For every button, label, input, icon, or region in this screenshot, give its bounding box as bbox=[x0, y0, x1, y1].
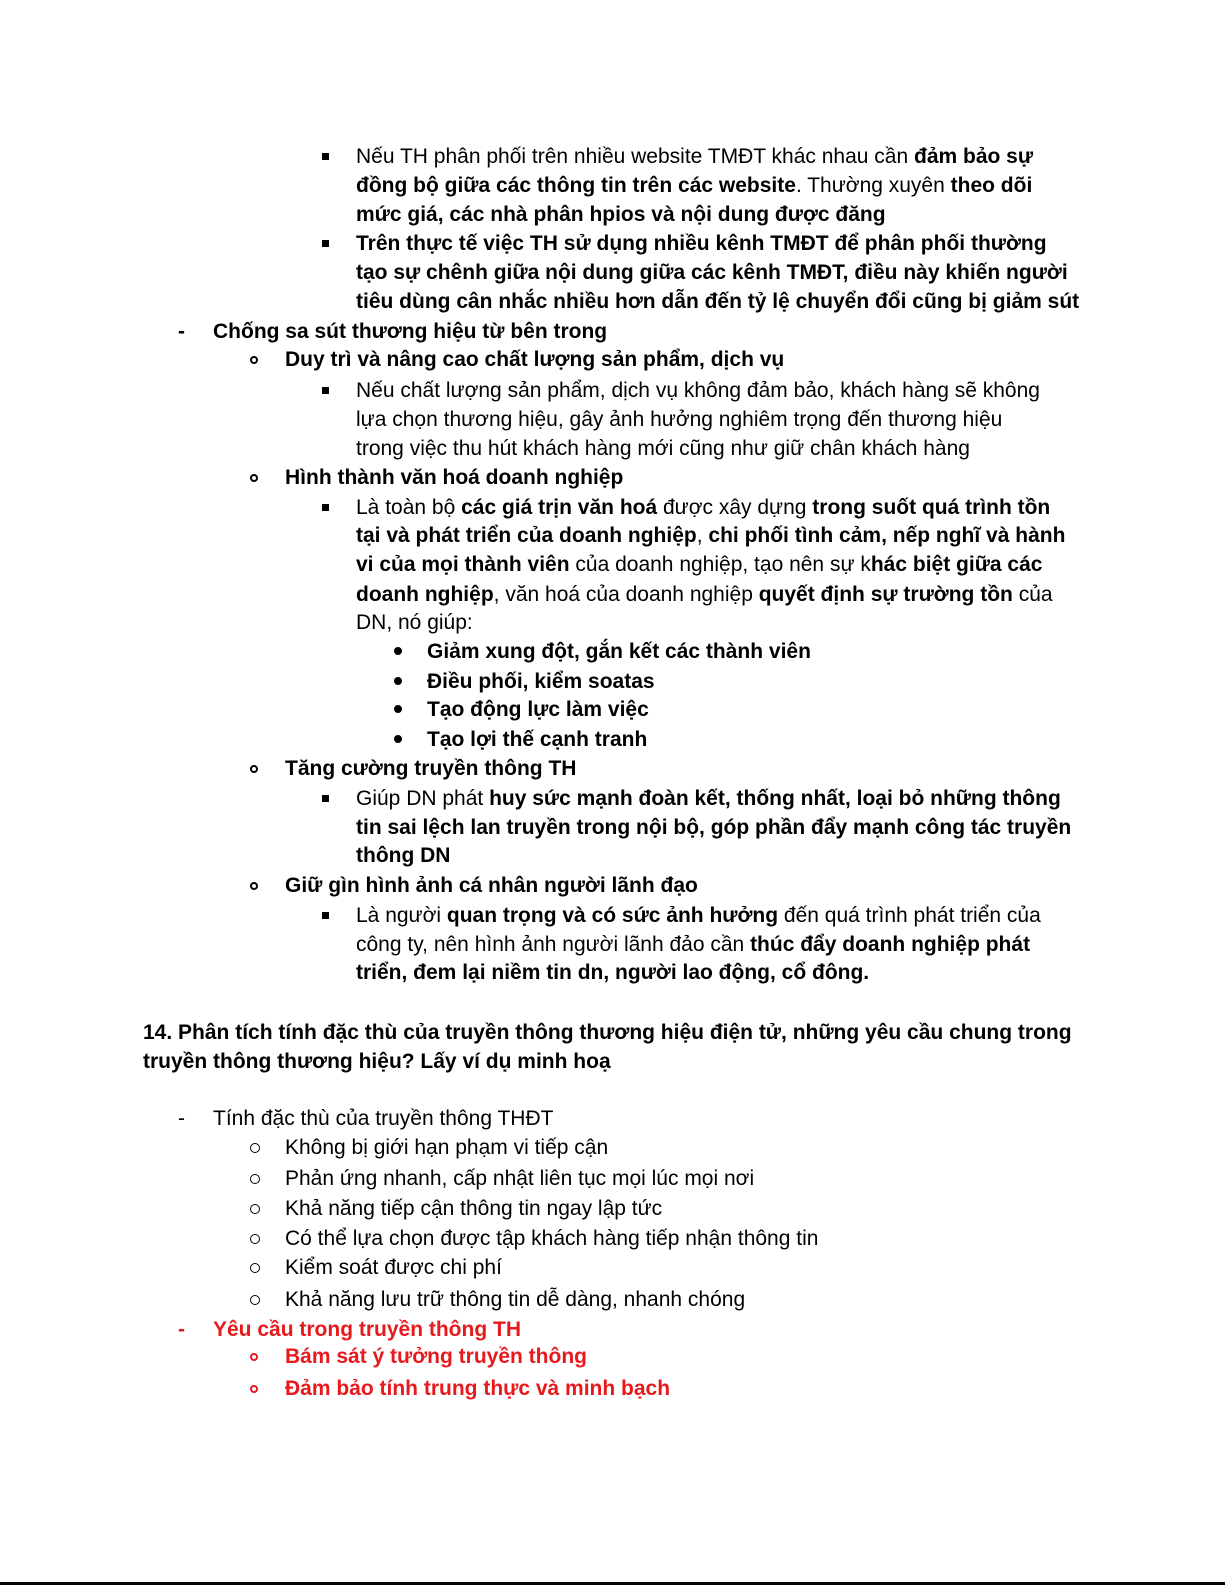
square-bullet-icon bbox=[322, 496, 329, 520]
circle-bullet-icon bbox=[250, 1167, 260, 1191]
text-line: thông DN bbox=[356, 844, 451, 867]
text-line: lựa chọn thương hiệu, gây ảnh hưởng nghiêm trọng đến thương hiệu bbox=[356, 408, 1003, 431]
text-line: đồng bộ giữa các thông tin trên các website. Thường xuyên theo dõi bbox=[356, 174, 1033, 197]
text-line: triển, đem lại niềm tin dn, người lao động, cổ đông. bbox=[356, 961, 870, 984]
list-item: Khả năng tiếp cận thông tin ngay lập tức bbox=[285, 1197, 663, 1220]
list-item: Tạo lợi thế cạnh tranh bbox=[427, 728, 648, 751]
text-line: Là toàn bộ các giá trịn văn hoá được xây dựng trong suốt quá trình tồn bbox=[356, 496, 1051, 519]
section-heading: Chống sa sút thương hiệu từ bên trong bbox=[213, 320, 608, 343]
list-item: Tạo động lực làm việc bbox=[427, 698, 649, 721]
subheading: Duy trì và nâng cao chất lượng sản phẩm, dịch vụ bbox=[285, 348, 785, 371]
list-item: Không bị giới hạn phạm vi tiếp cận bbox=[285, 1136, 609, 1159]
text-line: DN, nó giúp: bbox=[356, 611, 473, 634]
circle-bullet-icon bbox=[250, 1288, 260, 1312]
square-bullet-icon bbox=[322, 379, 329, 403]
section-heading: Yêu cầu trong truyền thông TH bbox=[213, 1318, 521, 1341]
text-line: Nếu chất lượng sản phẩm, dịch vụ không đảm bảo, khách hàng sẽ không bbox=[356, 379, 1040, 402]
circle-bullet-icon bbox=[250, 1136, 260, 1160]
dash-bullet-icon: - bbox=[178, 1107, 185, 1130]
square-bullet-icon bbox=[322, 145, 329, 169]
dot-bullet-icon bbox=[394, 728, 402, 752]
circle-bullet-icon bbox=[250, 1345, 258, 1369]
text-line: mức giá, các nhà phân hpios và nội dung được đăng bbox=[356, 203, 886, 226]
square-bullet-icon bbox=[322, 787, 329, 811]
circle-bullet-icon bbox=[250, 1256, 260, 1280]
question-heading: truyền thông thương hiệu? Lấy ví dụ minh hoạ bbox=[143, 1050, 611, 1073]
text-line: trong việc thu hút khách hàng mới cũng như giữ chân khách hàng bbox=[356, 437, 970, 460]
square-bullet-icon bbox=[322, 904, 329, 928]
dash-bullet-icon: - bbox=[178, 320, 185, 343]
subheading: Hình thành văn hoá doanh nghiệp bbox=[285, 466, 624, 489]
list-item: Giảm xung đột, gắn kết các thành viên bbox=[427, 640, 811, 663]
dot-bullet-icon bbox=[394, 670, 402, 694]
text-line: tin sai lệch lan truyền trong nội bộ, góp phần đẩy mạnh công tác truyền bbox=[356, 816, 1072, 839]
text-line: Trên thực tế việc TH sử dụng nhiều kênh TMĐT để phân phối thường bbox=[356, 232, 1047, 255]
circle-bullet-icon bbox=[250, 348, 258, 372]
dash-bullet-icon: - bbox=[178, 1318, 185, 1341]
text-line: tại và phát triển của doanh nghiệp, chi phối tình cảm, nếp nghĩ và hành bbox=[356, 524, 1066, 547]
list-item: Phản ứng nhanh, cấp nhật liên tục mọi lúc mọi nơi bbox=[285, 1167, 755, 1190]
circle-bullet-icon bbox=[250, 1227, 260, 1251]
section-heading: Tính đặc thù của truyền thông THĐT bbox=[213, 1107, 554, 1130]
list-item: Khả năng lưu trữ thông tin dễ dàng, nhanh chóng bbox=[285, 1288, 746, 1311]
circle-bullet-icon bbox=[250, 1197, 260, 1221]
circle-bullet-icon bbox=[250, 874, 258, 898]
question-heading: 14. Phân tích tính đặc thù của truyền thông thương hiệu điện tử, những yêu cầu chung trong bbox=[143, 1021, 1072, 1044]
text-line: doanh nghiệp, văn hoá của doanh nghiệp quyết định sự trường tồn của bbox=[356, 583, 1053, 606]
dot-bullet-icon bbox=[394, 640, 402, 664]
text-line: Nếu TH phân phối trên nhiều website TMĐT khác nhau cần đảm bảo sự bbox=[356, 145, 1034, 168]
list-item: Đảm bảo tính trung thực và minh bạch bbox=[285, 1377, 671, 1400]
text-line: Giúp DN phát huy sức mạnh đoàn kết, thống nhất, loại bỏ những thông bbox=[356, 787, 1061, 810]
list-item: Điều phối, kiểm soatas bbox=[427, 670, 655, 693]
text-line: tạo sự chênh giữa nội dung giữa các kênh TMĐT, điều này khiến người bbox=[356, 261, 1068, 284]
text-line: vi của mọi thành viên của doanh nghiệp, tạo nên sự khác biệt giữa các bbox=[356, 553, 1043, 576]
square-bullet-icon bbox=[322, 232, 329, 256]
subheading: Giữ gìn hình ảnh cá nhân người lãnh đạo bbox=[285, 874, 698, 897]
list-item: Có thể lựa chọn được tập khách hàng tiếp nhận thông tin bbox=[285, 1227, 819, 1250]
dot-bullet-icon bbox=[394, 698, 402, 722]
circle-bullet-icon bbox=[250, 757, 258, 781]
list-item: Bám sát ý tưởng truyền thông bbox=[285, 1345, 587, 1368]
text-line: tiêu dùng cân nhắc nhiều hơn dẫn đến tỷ lệ chuyển đổi cũng bị giảm sút bbox=[356, 290, 1080, 313]
circle-bullet-icon bbox=[250, 1377, 258, 1401]
text-line: Là người quan trọng và có sức ảnh hưởng đến quá trình phát triển của bbox=[356, 904, 1041, 927]
circle-bullet-icon bbox=[250, 466, 258, 490]
list-item: Kiểm soát được chi phí bbox=[285, 1256, 502, 1279]
subheading: Tăng cường truyền thông TH bbox=[285, 757, 577, 780]
text-line: công ty, nên hình ảnh người lãnh đảo cần thúc đẩy doanh nghiệp phát bbox=[356, 933, 1031, 956]
